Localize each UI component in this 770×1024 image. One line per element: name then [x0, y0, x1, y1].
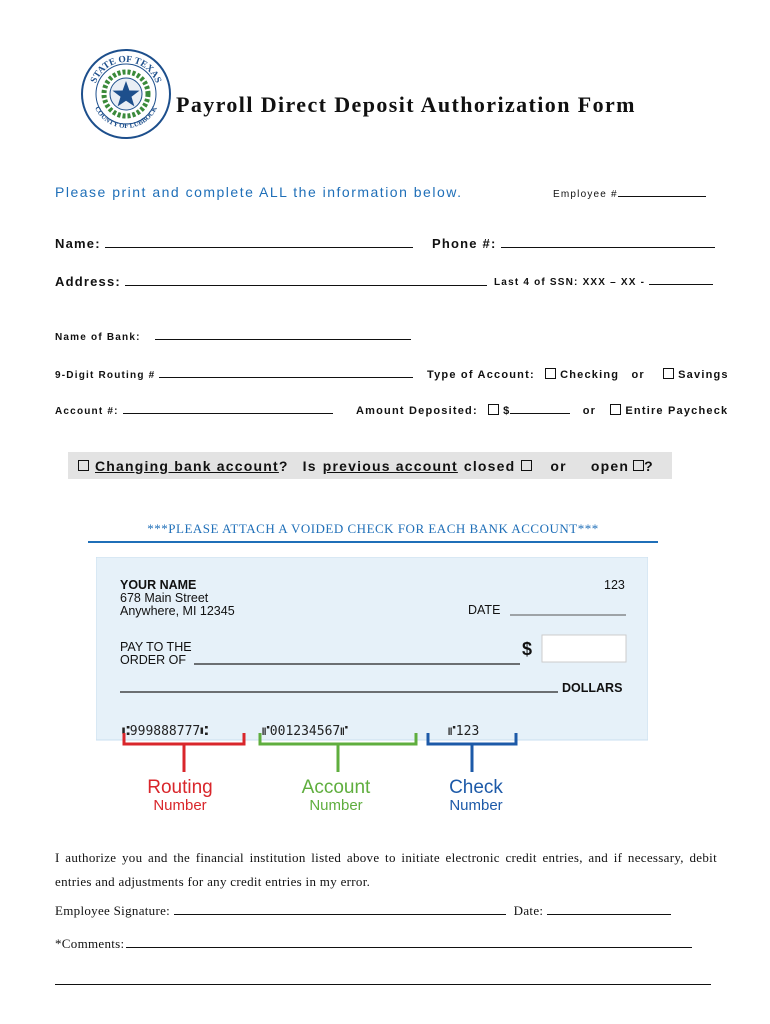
open-checkbox[interactable] — [633, 460, 644, 471]
account-number-field[interactable] — [55, 406, 337, 417]
address-label: Address: — [55, 274, 121, 289]
name-label: Name: — [55, 236, 101, 251]
instruction-text: Please print and complete ALL the information below. — [55, 184, 463, 200]
question-mark-end: ? — [644, 457, 654, 474]
checking-label: Checking — [560, 369, 620, 381]
comments-label: *Comments: — [55, 936, 125, 951]
account-type-group — [427, 368, 729, 381]
svg-text:COUNTY OF LUBBOCK: COUNTY OF LUBBOCK — [93, 105, 159, 131]
county-seal-logo — [80, 48, 172, 140]
authorization-paragraph: I authorize you and the financial institution listed above to initiate electronic credit entries, and if necessary, debit entries and adjustments for any credit entries in my error. — [55, 850, 717, 889]
employee-number-field[interactable] — [553, 189, 706, 200]
check-amount-box — [542, 635, 626, 662]
or-label-2: or — [582, 405, 597, 417]
check-name: YOUR NAME — [120, 578, 197, 592]
checking-checkbox[interactable] — [545, 368, 556, 379]
banner-or-label: or — [550, 457, 567, 474]
question-mark: ? — [278, 457, 289, 474]
attach-voided-check-note: ***PLEASE ATTACH A VOIDED CHECK FOR EACH BANK ACCOUNT*** — [88, 521, 658, 543]
signature-label: Employee Signature: — [55, 903, 171, 918]
comments-line-2[interactable] — [55, 984, 711, 985]
signature-field[interactable] — [55, 903, 675, 919]
check-dollars-label: DOLLARS — [562, 681, 623, 695]
routing-label: 9-Digit Routing # — [55, 370, 156, 381]
date-label: Date: — [513, 903, 544, 918]
bank-name-field[interactable] — [55, 332, 415, 343]
is-label: Is — [302, 457, 317, 474]
amount-dollar-sign: $ — [503, 405, 511, 417]
changing-account-checkbox[interactable] — [78, 460, 89, 471]
check-street: 678 Main Street — [120, 591, 209, 605]
amount-checkbox[interactable] — [488, 404, 499, 415]
previous-account-label: previous account — [322, 457, 458, 474]
amount-group — [356, 404, 728, 417]
closed-label: closed — [463, 457, 516, 474]
amount-label: Amount Deposited: — [356, 405, 478, 417]
routing-field[interactable] — [55, 370, 417, 381]
comments-field[interactable] — [55, 936, 696, 952]
check-pay-to-2: ORDER OF — [120, 653, 186, 667]
bank-name-label: Name of Bank: — [55, 332, 141, 343]
or-label: or — [631, 369, 645, 381]
routing-caption-2: Number — [153, 797, 207, 814]
closed-checkbox[interactable] — [521, 460, 532, 471]
ssn-field[interactable] — [494, 277, 717, 288]
account-caption-2: Number — [309, 797, 363, 814]
amount-input-line[interactable] — [510, 413, 570, 414]
check-dollar-sign: $ — [522, 639, 533, 659]
bank-change-banner — [68, 452, 672, 479]
form-title: Payroll Direct Deposit Authorization Form — [176, 92, 636, 117]
phone-field[interactable] — [432, 236, 719, 251]
check-pay-to-1: PAY TO THE — [120, 640, 192, 654]
employee-number-label: Employee # — [553, 189, 618, 200]
phone-label: Phone #: — [432, 236, 497, 251]
savings-checkbox[interactable] — [663, 368, 674, 379]
check-number: 123 — [604, 578, 625, 592]
check-date-label: DATE — [468, 603, 501, 617]
account-caption-1: Account — [301, 777, 371, 798]
entire-paycheck-label: Entire Paycheck — [625, 405, 729, 417]
micr-account: ⑈001234567⑈ — [262, 724, 349, 739]
entire-paycheck-checkbox[interactable] — [610, 404, 621, 415]
svg-text:STATE OF TEXAS: STATE OF TEXAS — [89, 54, 163, 85]
ssn-label: Last 4 of SSN: XXX – XX - — [494, 277, 646, 288]
open-label: open — [590, 457, 630, 474]
check-caption-1: Check — [449, 777, 503, 798]
check-city: Anywhere, MI 12345 — [120, 604, 235, 618]
address-field[interactable] — [55, 274, 491, 289]
changing-account-label: Changing bank account — [95, 457, 279, 474]
savings-label: Savings — [678, 369, 729, 381]
account-type-label: Type of Account: — [427, 369, 535, 381]
micr-check: ⑈123 — [448, 724, 480, 739]
micr-routing: ⑆999888777⑆ — [122, 724, 209, 739]
name-field[interactable] — [55, 236, 417, 251]
check-caption-2: Number — [449, 797, 503, 814]
sample-check-illustration — [96, 557, 648, 817]
account-number-label: Account #: — [55, 406, 119, 417]
routing-caption-1: Routing — [147, 777, 213, 798]
